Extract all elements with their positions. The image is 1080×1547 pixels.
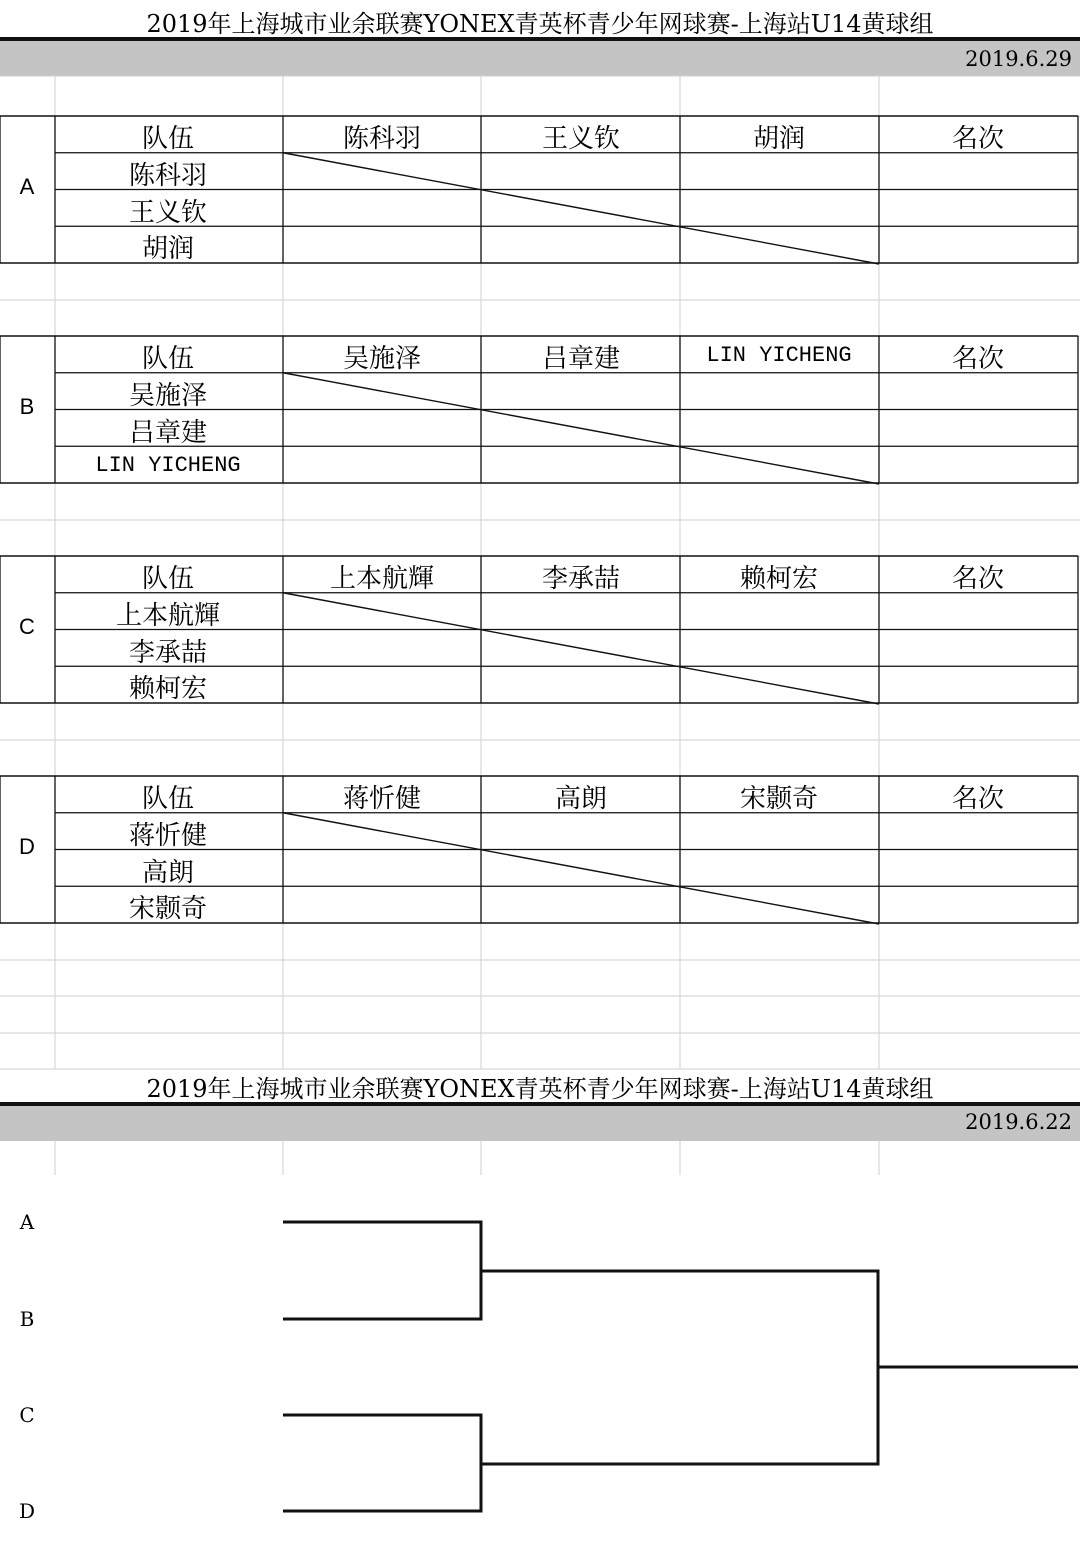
header-rank: 名次 xyxy=(951,564,1005,594)
header-team: 队伍 xyxy=(141,124,195,154)
col-header-player: 高朗 xyxy=(554,784,608,814)
row-player: 宋颢奇 xyxy=(128,894,208,925)
row-player: 陈科羽 xyxy=(128,160,208,191)
row-player: 赖柯宏 xyxy=(128,674,208,705)
bracket-slot-a: A xyxy=(19,1210,35,1234)
row-player: LIN YICHENG xyxy=(95,453,241,479)
group-letter-d: D xyxy=(19,834,35,859)
col-header-player: 王义钦 xyxy=(541,124,621,154)
col-header-player: 陈科羽 xyxy=(342,124,422,154)
row-player: 王义钦 xyxy=(128,197,208,228)
row-player: 上本航輝 xyxy=(115,600,221,631)
row-player: 蒋忻健 xyxy=(128,820,208,851)
knockout-bracket xyxy=(283,1221,1078,1513)
row-player: 李承喆 xyxy=(128,637,208,668)
col-header-player: 李承喆 xyxy=(541,564,621,594)
match-date: 2019.6.29 xyxy=(965,47,1072,71)
col-header-player: 吴施泽 xyxy=(342,344,422,374)
bracket-slot-c: C xyxy=(19,1403,35,1427)
col-header-player: 上本航輝 xyxy=(329,564,435,594)
col-header-player: 赖柯宏 xyxy=(739,564,819,594)
header-rank: 名次 xyxy=(951,344,1005,374)
col-header-player: 宋颢奇 xyxy=(739,784,819,814)
bracket-slot-b: B xyxy=(19,1307,35,1331)
row-player: 吕章建 xyxy=(128,417,208,448)
bracket-slot-d: D xyxy=(18,1499,36,1523)
header-team: 队伍 xyxy=(141,344,195,374)
col-header-player: 蒋忻健 xyxy=(342,784,422,814)
col-header-player: 胡润 xyxy=(752,124,806,154)
col-header-player: 吕章建 xyxy=(541,344,621,374)
row-player: 胡润 xyxy=(141,234,195,265)
col-header-player: LIN YICHENG xyxy=(706,343,852,368)
page-title-2: 2019年上海城市业余联赛YONEX青英杯青少年网球赛-上海站U14黄球组 xyxy=(146,1075,934,1103)
match-date-2: 2019.6.22 xyxy=(965,1110,1072,1134)
header-team: 队伍 xyxy=(141,564,195,594)
row-player: 高朗 xyxy=(141,857,195,888)
header-rank: 名次 xyxy=(951,784,1005,814)
group-letter-c: C xyxy=(19,614,35,639)
group-letter-b: B xyxy=(19,394,35,419)
header-team: 队伍 xyxy=(141,784,195,814)
header-rank: 名次 xyxy=(951,124,1005,154)
group-letter-a: A xyxy=(19,174,35,199)
row-player: 吴施泽 xyxy=(128,380,208,411)
page-title: 2019年上海城市业余联赛YONEX青英杯青少年网球赛-上海站U14黄球组 xyxy=(146,10,934,38)
